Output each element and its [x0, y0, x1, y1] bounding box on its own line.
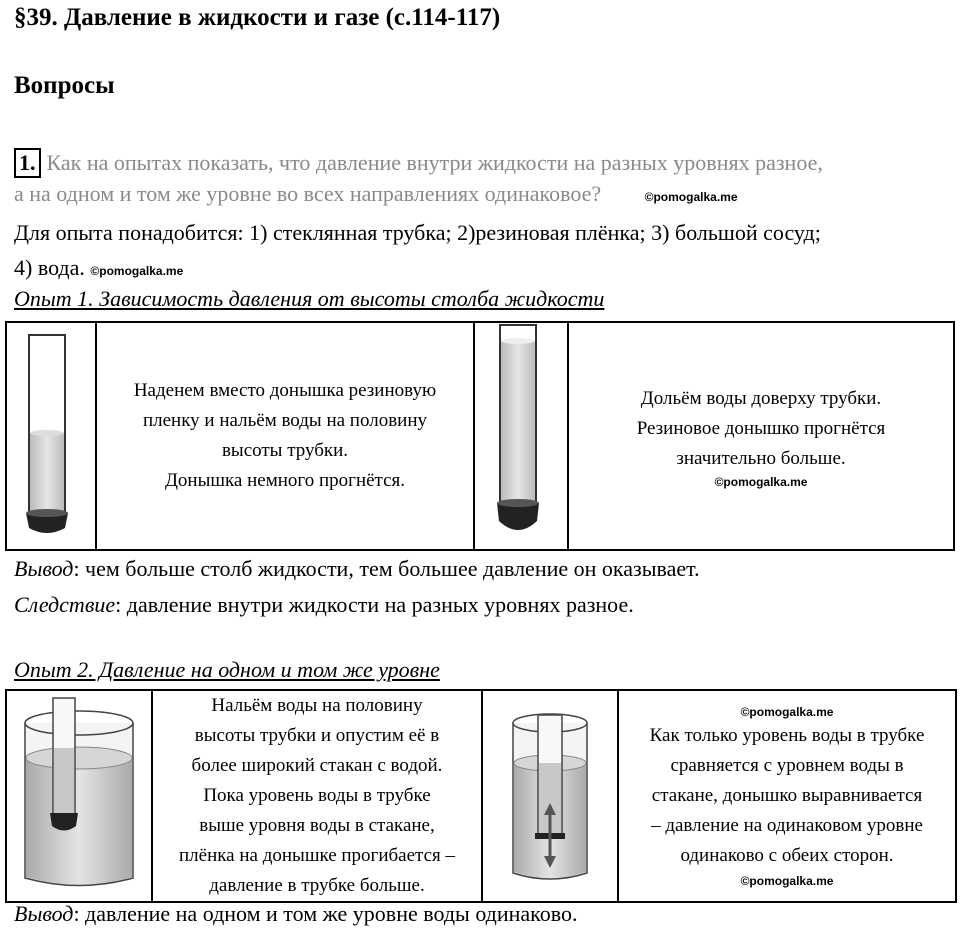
- exp2-cell2-line: – давление на одинаковом уровне: [651, 815, 923, 836]
- exp2-cell2-line: сравняется с уровнем воды в: [670, 755, 904, 776]
- exp2-cell2-line: Как только уровень воды в трубке: [649, 725, 925, 746]
- exp1-cell1-line: Наденем вместо донышка резиновую: [133, 380, 437, 401]
- exp2-cell2-line: стакане, донышко выравнивается: [651, 785, 923, 806]
- exp2-cell1-line: плёнка на донышке прогибается –: [178, 845, 456, 866]
- watermark: ©pomogalka.me: [740, 874, 834, 888]
- experiment-1-title: Опыт 1. Зависимость давления от высоты столба жидкости: [14, 286, 605, 311]
- exp1-cell2-line: значительно больше.: [676, 447, 846, 469]
- exp1-cell1-line: пленку и нальём воды на половину: [142, 410, 428, 431]
- equipment-line-1: Для опыта понадобится: 1) стеклянная трубка; 2)резиновая плёнка; 3) большой сосуд;: [14, 220, 821, 245]
- exp2-cell1-line: давление в трубке больше.: [209, 875, 425, 896]
- watermark: ©pomogalka.me: [644, 190, 738, 204]
- experiment-2-table: [5, 689, 957, 903]
- section-heading: Вопросы: [14, 72, 115, 99]
- experiment-1-table: [5, 321, 955, 551]
- exp2-cell1-line: более широкий стакан с водой.: [191, 755, 443, 776]
- consequence-label: Следствие: [14, 592, 116, 617]
- exp2-image-cell-2: [482, 690, 618, 902]
- exp1-cell2-line: Резиновое донышко прогнётся: [636, 417, 886, 439]
- watermark: ©pomogalka.me: [714, 474, 808, 489]
- exp2-cell1-line: высоты трубки и опустим её в: [194, 725, 440, 746]
- exp2-cell1-line: выше уровня воды в стакане,: [199, 815, 435, 836]
- exp2-text-cell-1: [152, 690, 482, 902]
- exp2-cell2-line: одинаково с обеих сторон.: [680, 845, 894, 866]
- question-1: [14, 147, 954, 213]
- page-title: §39. Давление в жидкости и газе (с.114-117): [14, 4, 501, 31]
- exp1-cell2-line: Дольём воды доверху трубки.: [640, 387, 882, 409]
- exp2-conclusion: [14, 898, 578, 929]
- consequence-text: : давление внутри жидкости на разных уровнях разное.: [115, 592, 634, 617]
- exp2-cell1-line: Пока уровень воды в трубке: [203, 785, 431, 806]
- conclusion-label: Вывод: [14, 556, 74, 581]
- equipment-line-2-wrap: [14, 252, 183, 287]
- exp1-text-cell-1: [96, 322, 474, 550]
- exp1-consequence: [14, 589, 634, 620]
- question-number: 1.: [14, 148, 41, 178]
- exp1-cell1-line: Донышка немного прогнётся.: [164, 470, 406, 491]
- exp1-image-cell-2: [474, 322, 568, 550]
- equipment-line-2: 4) вода.: [14, 255, 85, 280]
- exp1-cell1-line: высоты трубки.: [221, 440, 349, 461]
- watermark: ©pomogalka.me: [90, 264, 184, 278]
- watermark: ©pomogalka.me: [740, 705, 834, 719]
- test-tube-half-water-image: [7, 323, 95, 549]
- conclusion-text: : давление на одном и том же уровне воды одинаково.: [73, 901, 578, 926]
- beaker-tube-raised-image: [7, 693, 151, 899]
- beaker-tube-equal-image: [483, 693, 617, 899]
- exp1-text-cell-2: [568, 322, 954, 550]
- exp2-cell1-line: Нальём воды на половину: [211, 695, 423, 716]
- exp2-text-cell-2: [618, 690, 956, 902]
- conclusion-label: Вывод: [14, 901, 74, 926]
- question-line-1: Как на опытах показать, что давление внутри жидкости на разных уровнях разное,: [46, 150, 823, 175]
- question-line-2: а на одном и том же уровне во всех направлениях одинаковое?: [14, 181, 602, 206]
- exp1-conclusion: [14, 553, 700, 584]
- exp2-image-cell-1: [6, 690, 152, 902]
- test-tube-full-water-image: [475, 323, 567, 549]
- conclusion-text: : чем больше столб жидкости, тем большее давление он оказывает.: [73, 556, 700, 581]
- exp1-image-cell-1: [6, 322, 96, 550]
- experiment-2-title: Опыт 2. Давление на одном и том же уровне: [14, 657, 440, 682]
